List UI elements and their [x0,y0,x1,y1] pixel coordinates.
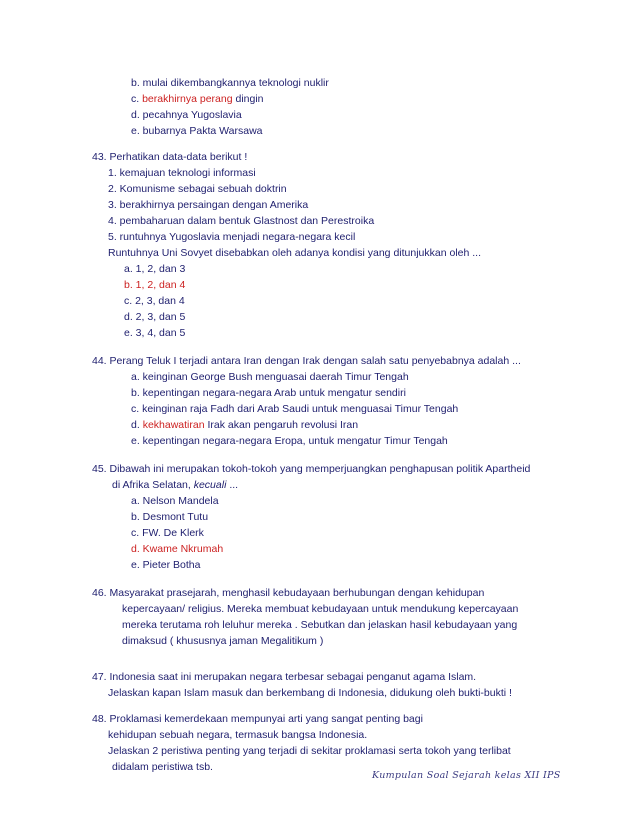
q48-line: kehidupan sebuah negara, termasuk bangsa Indonesia. [108,729,368,741]
q43-item: 2. Komunisme sebagai sebuah doktrin [108,183,287,195]
q43-stem: 43. Perhatikan data-data berikut ! [92,151,248,163]
q45-stem-line2-emphasis: kecuali [193,479,227,491]
page-footer: Kumpulan Soal Sejarah kelas XII IPS [372,770,561,781]
q43-item: 1. kemajuan teknologi informasi [108,167,256,179]
q48-line: Jelaskan 2 peristiwa penting yang terjadi di sekitar proklamasi serta tokoh yang terlibat [108,745,511,757]
q46-line: dimaksud ( khususnya jaman Megalitikum ) [122,635,324,647]
q42-option-b: b. mulai dikembangkannya teknologi nuklir [131,77,329,89]
q42-option-e: e. bubarnya Pakta Warsawa [131,125,263,137]
q47-line: 47. Indonesia saat ini merupakan negara terbesar sebagai penganut agama Islam. [92,671,477,683]
q42-option-c-highlight: berakhirnya perang [142,93,233,105]
q47-line: Jelaskan kapan Islam masuk dan berkembang di Indonesia, didukung oleh bukti-bukti ! [108,687,512,699]
q46-line: mereka terutama roh leluhur mereka . Sebutkan dan jelaskan hasil kebudayaan yang [122,619,518,631]
q42-option-c-suffix: dingin [232,93,264,105]
q48-line: didalam peristiwa tsb. [112,761,213,773]
q44-option-d-highlight: kekhawatiran [142,419,205,431]
q45-stem: 45. Dibawah ini merupakan tokoh-tokoh yang memperjuangkan penghapusan politik Apartheid [92,463,531,475]
q45-option-b: b. Desmont Tutu [131,511,209,523]
q45-option-e: e. Pieter Botha [131,559,201,571]
q42-option-d: d. pecahnya Yugoslavia [131,109,242,121]
q43-option-e: e. 3, 4, dan 5 [124,327,186,339]
q42-option-c-prefix: c. [131,93,143,105]
q43-item: 5. runtuhnya Yugoslavia menjadi negara-negara kecil [108,231,356,243]
q43-option-a: a. 1, 2, dan 3 [124,263,186,275]
q44-option-b: b. kepentingan negara-negara Arab untuk mengatur sendiri [131,387,406,399]
q46-line: kepercayaan/ religius. Mereka membuat kebudayaan untuk mendukung kepercayaan [122,603,519,615]
q45-stem-line2-suffix: ... [226,479,239,491]
q43-option-b-answer: b. 1, 2, dan 4 [124,279,186,291]
q45-option-d-answer: d. Kwame Nkrumah [131,543,224,555]
q44-option-a: a. keinginan George Bush menguasai daerah Timur Tengah [131,371,409,383]
q42-option-c [131,92,264,106]
q44-option-d-prefix: d. [131,419,143,431]
q43-question: Runtuhnya Uni Sovyet disebabkan oleh adanya kondisi yang ditunjukkan oleh ... [108,247,482,259]
q46-line: 46. Masyarakat prasejarah, menghasil kebudayaan berhubungan dengan kehidupan [92,587,485,599]
q45-stem-line2 [112,478,238,492]
q44-option-e: e. kepentingan negara-negara Eropa, untuk mengatur Timur Tengah [131,435,448,447]
q44-option-d-suffix: Irak akan pengaruh revolusi Iran [204,419,359,431]
q44-option-d [131,418,358,432]
q43-option-d: d. 2, 3, dan 5 [124,311,186,323]
q45-option-a: a. Nelson Mandela [131,495,219,507]
q45-stem-line2-prefix: di Afrika Selatan, [112,479,194,491]
q43-item: 3. berakhirnya persaingan dengan Amerika [108,199,309,211]
q45-option-c: c. FW. De Klerk [131,527,204,539]
q43-option-c: c. 2, 3, dan 4 [124,295,185,307]
q44-option-c: c. keinginan raja Fadh dari Arab Saudi untuk menguasai Timur Tengah [131,403,459,415]
q44-stem: 44. Perang Teluk I terjadi antara Iran dengan Irak dengan salah satu penyebabnya adalah ... [92,355,521,367]
q43-item: 4. pembaharuan dalam bentuk Glastnost dan Perestroika [108,215,375,227]
q48-line: 48. Proklamasi kemerdekaan mempunyai arti yang sangat penting bagi [92,713,423,725]
